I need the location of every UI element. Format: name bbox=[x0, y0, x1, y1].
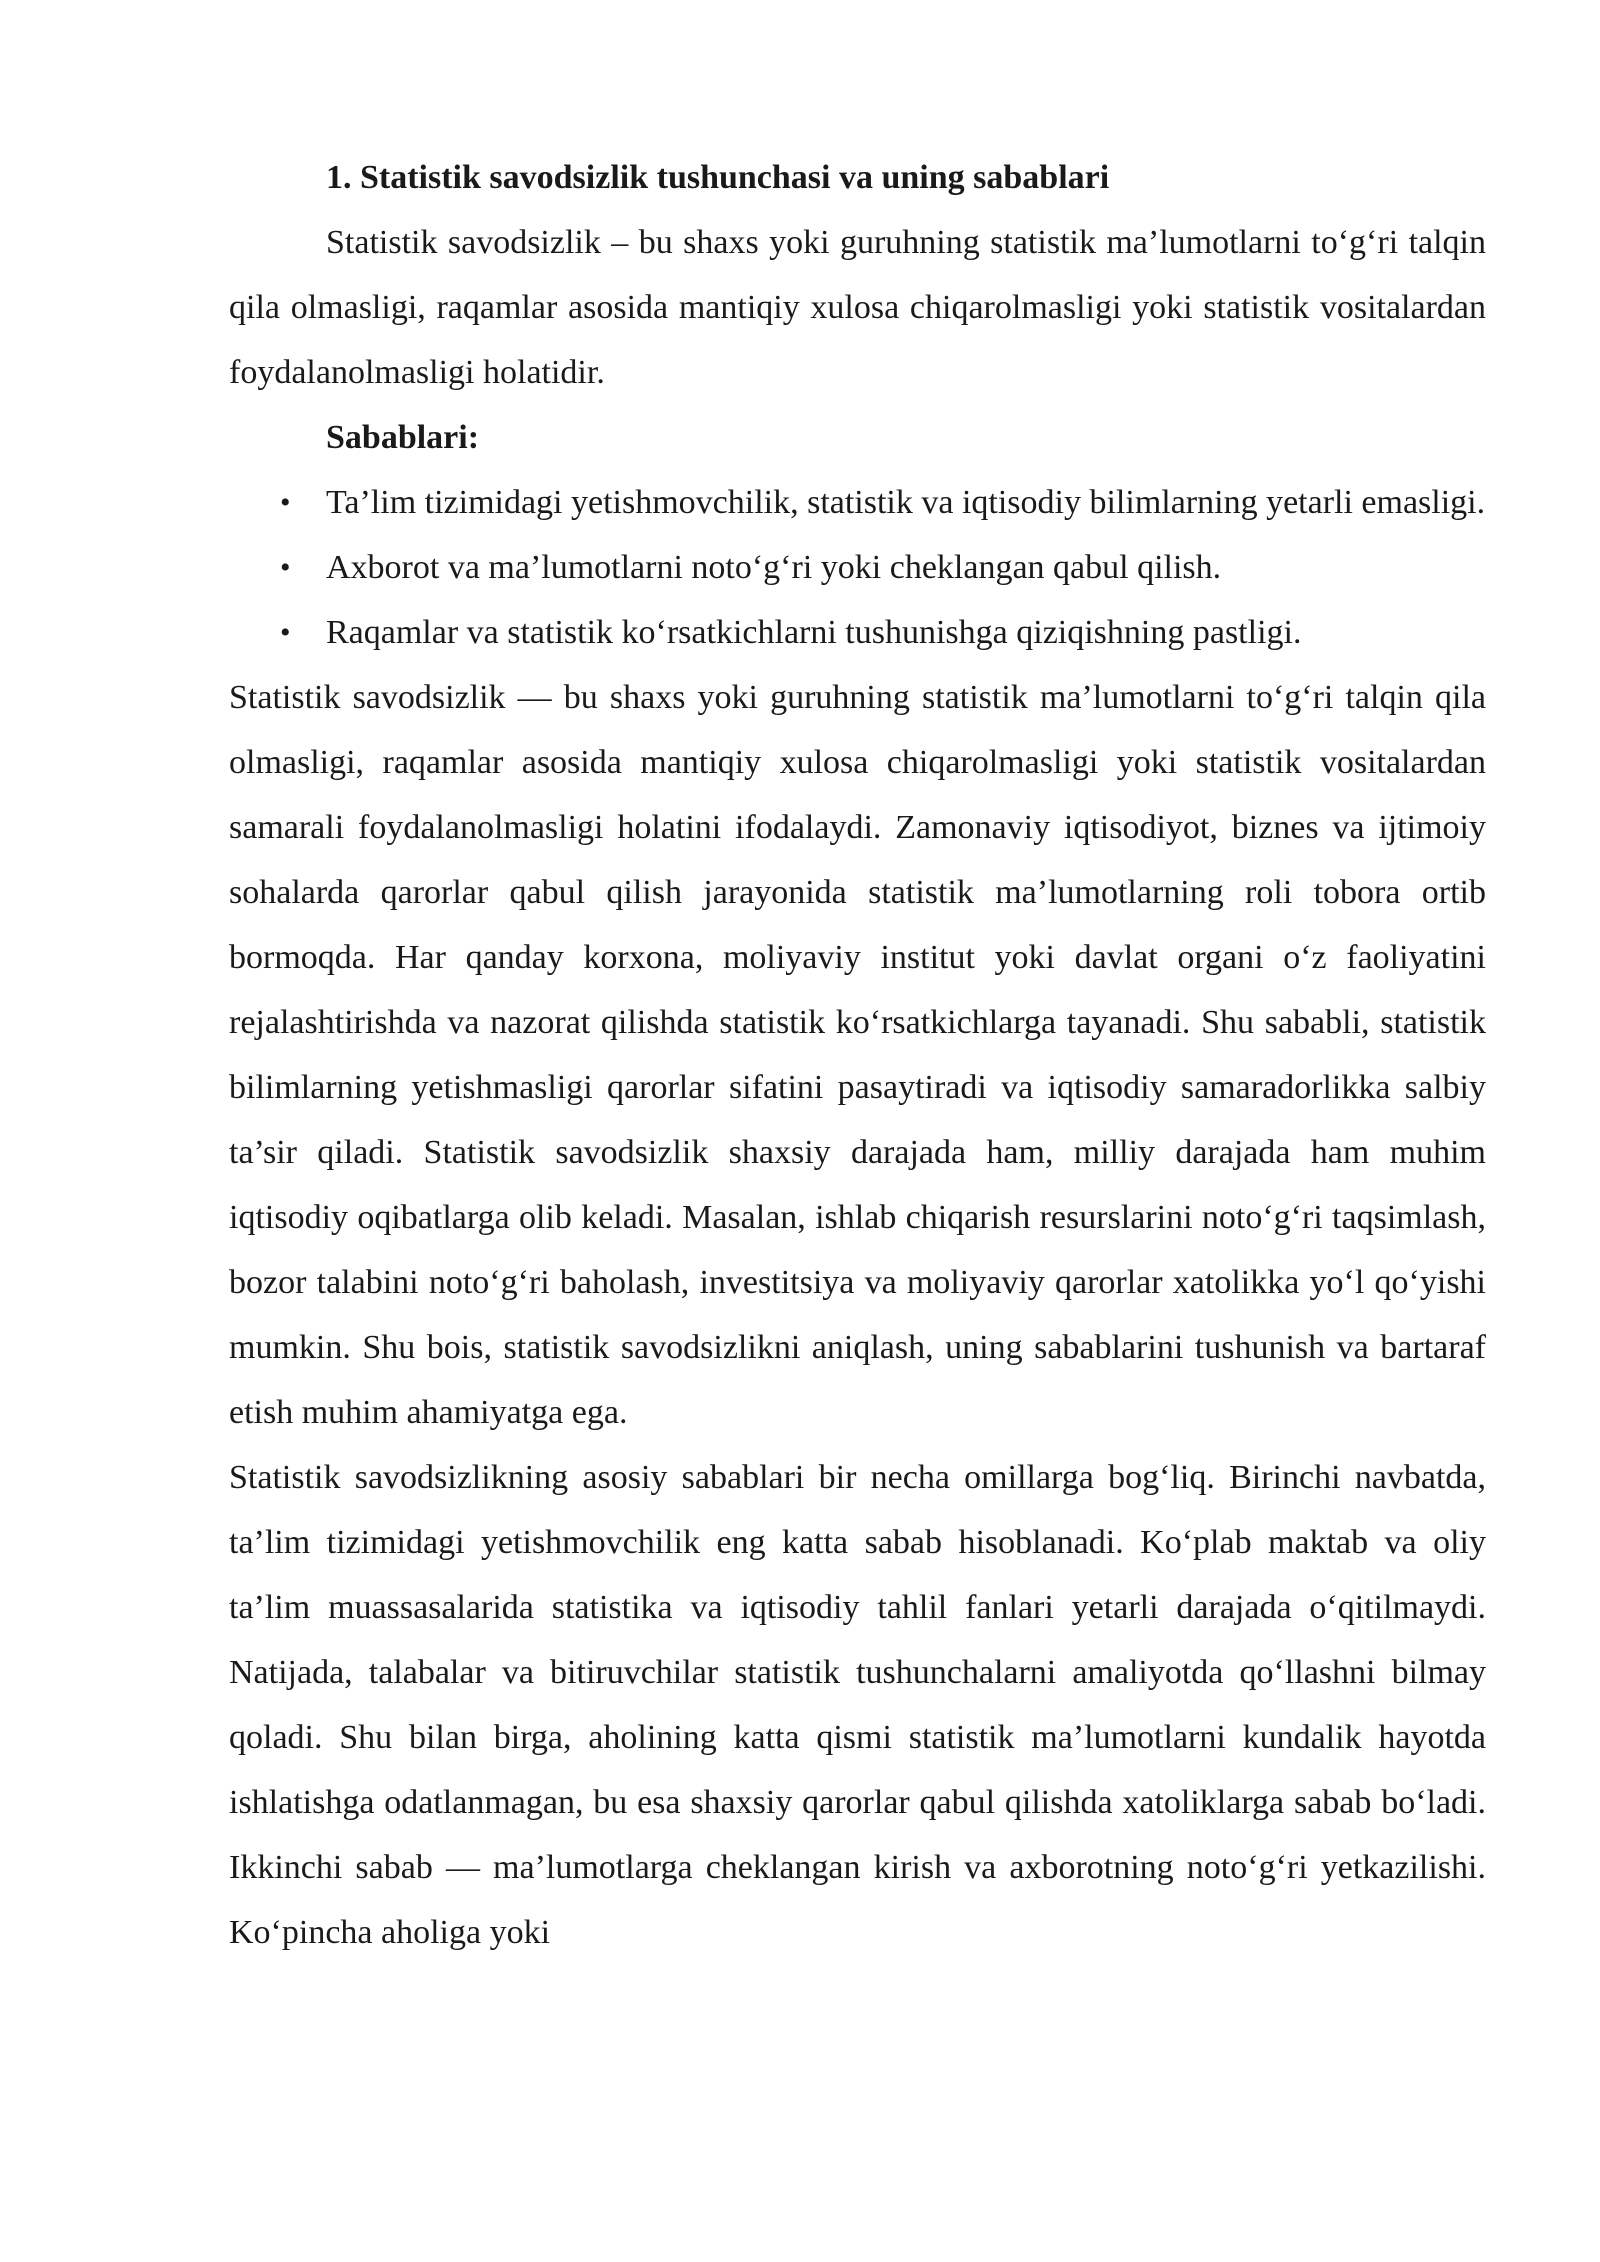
section-heading: 1. Statistik savodsizlik tushunchasi va uning sabablari bbox=[326, 159, 1110, 196]
list-item-text: Ta’lim tizimidagi yetishmovchilik, statistik va iqtisodiy bilimlarning yetarli emasligi. bbox=[326, 484, 1486, 521]
body-paragraph: Statistik savodsizlik — bu shaxs yoki guruhning statistik ma’lumotlarni to‘g‘ri talqin qila olmasligi, raqamlar asosida mantiqiy xulosa chiqarolmasligi yoki statistik vositalardan samarali foydalanolmasligi holatini ifodalaydi. Zamonaviy iqtisodiyot, biznes va ijtimoiy sohalarda qarorlar qabul qilish jarayonida statistik ma’lumotlarning roli tobora ortib bormoqda. Har qanday korxona, moliyaviy institut yoki davlat organi o‘z faoliyatini rejalashtirishda va nazorat qilishda statistik ko‘rsatkichlarga tayanadi. Shu sababli, statistik bilimlarning yetishmasligi qarorlar sifatini pasaytiradi va iqtisodiy samaradorlikka salbiy ta’sir qiladi. Statistik savodsizlik shaxsiy darajada ham, milliy darajada ham muhim iqtisodiy oqibatlarga olib keladi. Masalan, ishlab chiqarish resurslarini noto‘g‘ri taqsimlash, bozor talabini noto‘g‘ri baholash, investitsiya va moliyaviy qarorlar xatolikka yo‘l qo‘yishi mumkin. Shu bois, statistik savodsizlikni aniqlash, uning sabablarini tushunish va bartaraf etish muhim ahamiyatga ega. bbox=[229, 679, 1486, 1431]
list-item bbox=[229, 600, 1486, 665]
bullet-icon: • bbox=[280, 616, 291, 649]
list-item bbox=[229, 470, 1486, 535]
list-item-text: Axborot va ma’lumotlarni noto‘g‘ri yoki cheklangan qabul qilish. bbox=[326, 549, 1222, 586]
causes-list bbox=[229, 470, 1486, 665]
list-item bbox=[229, 535, 1486, 600]
bullet-icon: • bbox=[280, 486, 291, 519]
document-page bbox=[229, 145, 1486, 1965]
causes-heading: Sabablari: bbox=[326, 419, 480, 456]
list-item-text: Raqamlar va statistik ko‘rsatkichlarni tushunishga qiziqishning pastligi. bbox=[326, 614, 1302, 651]
body-paragraph: Statistik savodsizlikning asosiy sabablari bir necha omillarga bog‘liq. Birinchi navbatda, ta’lim tizimidagi yetishmovchilik eng katta sabab hisoblanadi. Ko‘plab maktab va oliy ta’lim muassasalarida statistika va iqtisodiy tahlil fanlari yetarli darajada o‘qitilmaydi. Natijada, talabalar va bitiruvchilar statistik tushunchalarni amaliyotda qo‘llashni bilmay qoladi. Shu bilan birga, aholining katta qismi statistik ma’lumotlarni kundalik hayotda ishlatishga odatlanmagan, bu esa shaxsiy qarorlar qabul qilishda xatoliklarga sabab bo‘ladi. Ikkinchi sabab — ma’lumotlarga cheklangan kirish va axborotning noto‘g‘ri yetkazilishi. Ko‘pincha aholiga yoki bbox=[229, 1459, 1486, 1951]
bullet-icon: • bbox=[280, 551, 291, 584]
intro-paragraph: Statistik savodsizlik – bu shaxs yoki guruhning statistik ma’lumotlarni to‘g‘ri talqin qila olmasligi, raqamlar asosida mantiqiy xulosa chiqarolmasligi yoki statistik vositalardan foydalanolmasligi holatidir. bbox=[229, 224, 1486, 391]
